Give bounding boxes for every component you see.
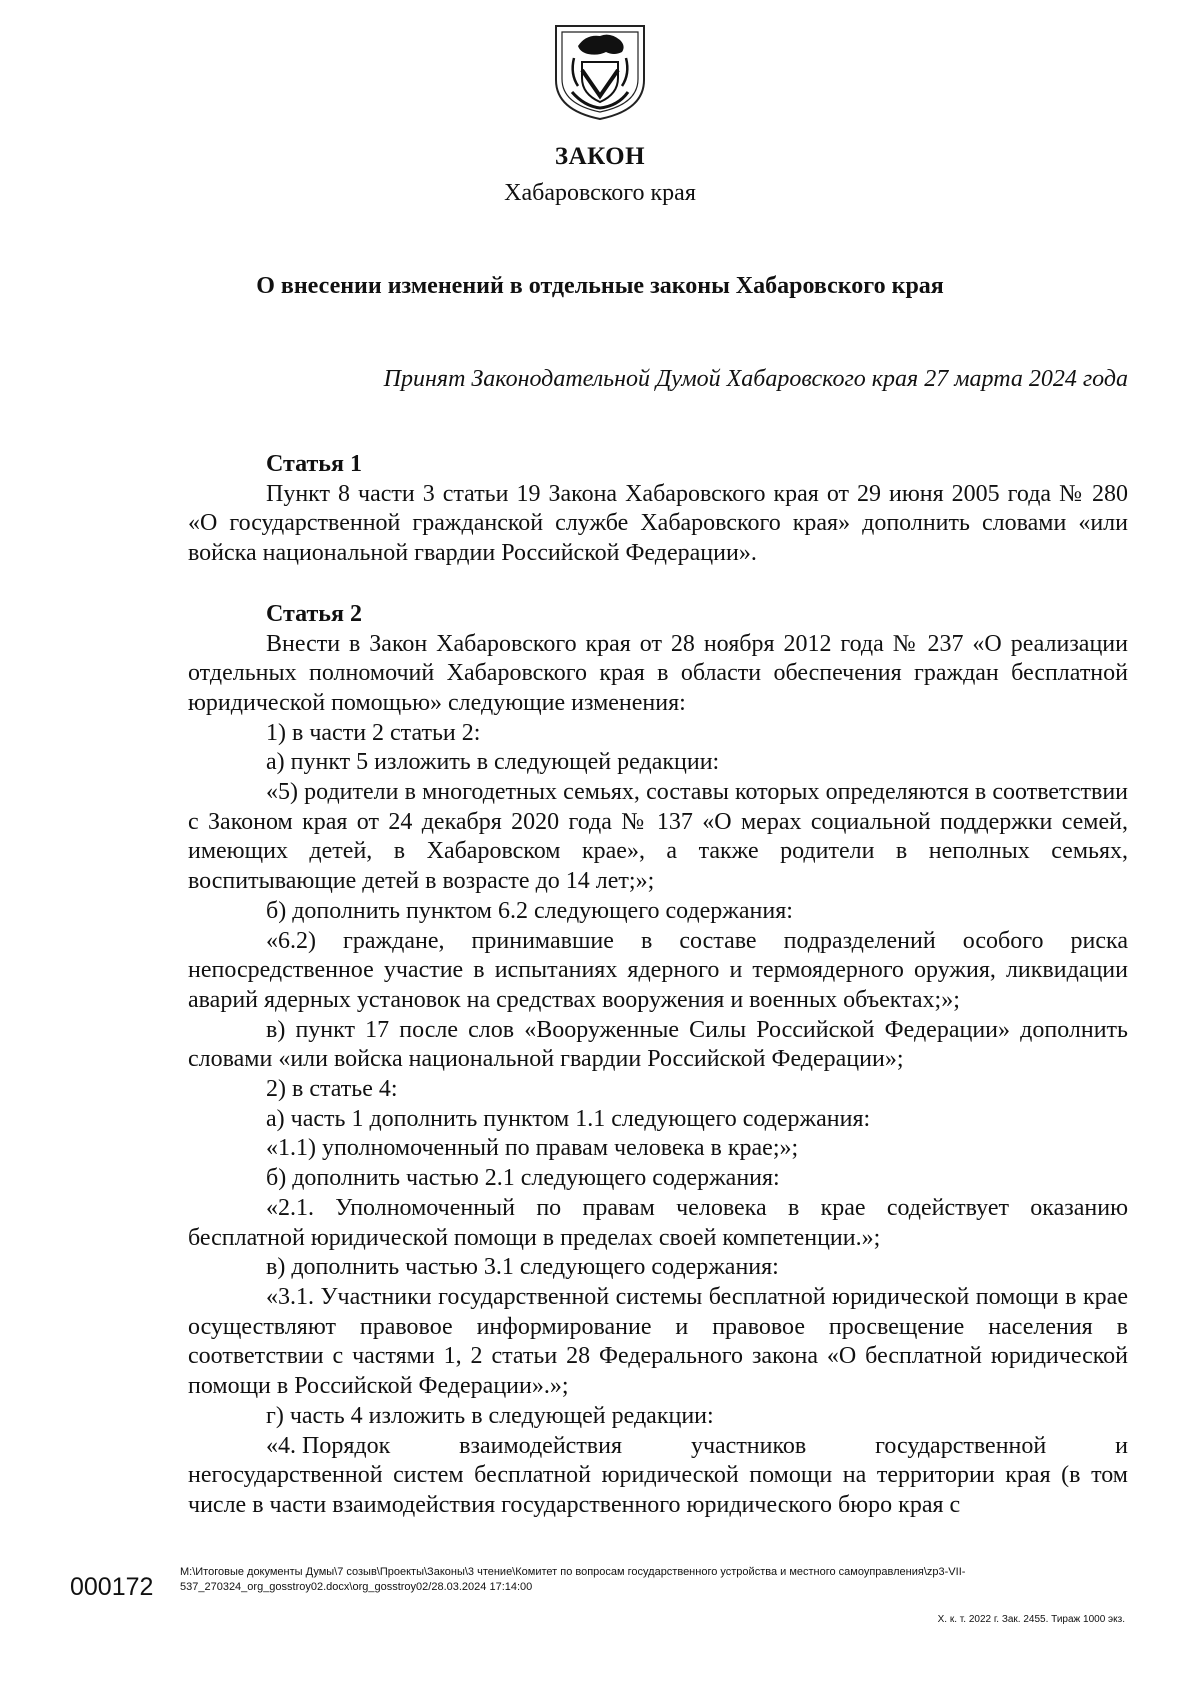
- document-subject: О внесении изменений в отдельные законы Хабаровского края: [256, 273, 944, 299]
- article-2-item-2b-text: «2.1. Уполномоченный по правам человека в крае содействует оказанию бесплатной юридической помощи в пределах своей компетенции.»;: [188, 1194, 1128, 1251]
- article-2-item-1a-text: «5) родители в многодетных семьях, составы которых определяются в соответствии с Законом края от 24 декабря 2020 года № 137 «О мерах социальной поддержки семей, имеющих детей, в Хабаровском крае», а также родители в неполных семьях, воспитывающие детей в возрасте до 14 лет;»;: [188, 779, 1128, 895]
- article-2-item-2c: в) дополнить частью 3.1 следующего содержания:: [266, 1254, 779, 1281]
- khabarovsk-krai-coat-of-arms-icon: [548, 22, 652, 122]
- article-2-item-2: 2) в статье 4:: [266, 1076, 398, 1103]
- article-2-item-2b: б) дополнить частью 2.1 следующего содержания:: [266, 1165, 780, 1192]
- article-2-intro: Внести в Закон Хабаровского края от 28 ноября 2012 года № 237 «О реализации отдельных полномочий Хабаровского края в области обеспечения граждан бесплатной юридической помощью» следующие изменения:: [188, 630, 1128, 716]
- article-2-item-1c: в) пункт 17 после слов «Вооруженные Силы Российской Федерации» дополнить словами «или войска национальной гвардии Российской Федерации»;: [188, 1016, 1128, 1073]
- document-title: ЗАКОН: [554, 143, 646, 170]
- article-2-item-2c-text: «3.1. Участники государственной системы бесплатной юридической помощи в крае осуществляют правовое информирование и правовое просвещение населения в соответствии с частями 1, 2 статьи 28 Федерального закона «О бесплатной юридической помощи в Российской Федерации».»;: [188, 1283, 1128, 1400]
- article-2-item-2d-first-line: [188, 1432, 1128, 1462]
- file-path: M:\Итоговые документы Думы\7 созыв\Проекты\Законы\3 чтение\Комитет по вопросам государственного устройства и местного самоуправления\zp3-VII-537_270324_org_gosstroy02.docx\org_gosstroy02/28.03.2024 17:14:00: [180, 1566, 966, 1593]
- article-2-item-2a-text: «1.1) уполномоченный по правам человека в крае;»;: [266, 1135, 799, 1162]
- article-2-item-1: 1) в части 2 статьи 2:: [266, 719, 481, 746]
- document-body: [188, 450, 1128, 1521]
- article-1-text: Пункт 8 части 3 статьи 19 Закона Хабаровского края от 29 июня 2005 года № 280 «О государственной гражданской службе Хабаровского края» дополнить словами «или войска национальной гвардии Российской Федерации».: [188, 480, 1128, 567]
- article-1-heading: Статья 1: [266, 451, 362, 477]
- line-word: «4. Порядок: [266, 1432, 391, 1459]
- article-2-item-1a: а) пункт 5 изложить в следующей редакции:: [266, 749, 720, 776]
- adoption-note: Принят Законодательной Думой Хабаровского края 27 марта 2024 года: [383, 366, 1128, 392]
- article-2-item-2a: а) часть 1 дополнить пунктом 1.1 следующего содержания:: [266, 1105, 871, 1132]
- article-2-item-2d: г) часть 4 изложить в следующей редакции:: [266, 1402, 714, 1429]
- article-2-item-1b: б) дополнить пунктом 6.2 следующего содержания:: [266, 897, 793, 924]
- document-region: Хабаровского края: [504, 180, 696, 206]
- article-2-item-2d-text: негосударственной систем бесплатной юридической помощи на территории края (в том числе в части взаимодействия государственного юридического бюро края с: [188, 1462, 1128, 1518]
- line-word: государственной: [875, 1432, 1047, 1459]
- line-word: взаимодействия: [459, 1432, 623, 1459]
- article-2-item-1b-text: «6.2) граждане, принимавшие в составе подразделений особого риска непосредственное участие в испытаниях ядерного и термоядерного оружия, ликвидации аварий ядерных установок на средствах вооружения и военных объектах;»;: [188, 927, 1128, 1013]
- print-info: Х. к. т. 2022 г. Зак. 2455. Тираж 1000 экз.: [937, 1614, 1125, 1625]
- line-word: участников: [690, 1432, 807, 1459]
- page-number: 000172: [70, 1573, 154, 1601]
- article-2-heading: Статья 2: [266, 600, 362, 627]
- line-word: и: [1115, 1432, 1128, 1459]
